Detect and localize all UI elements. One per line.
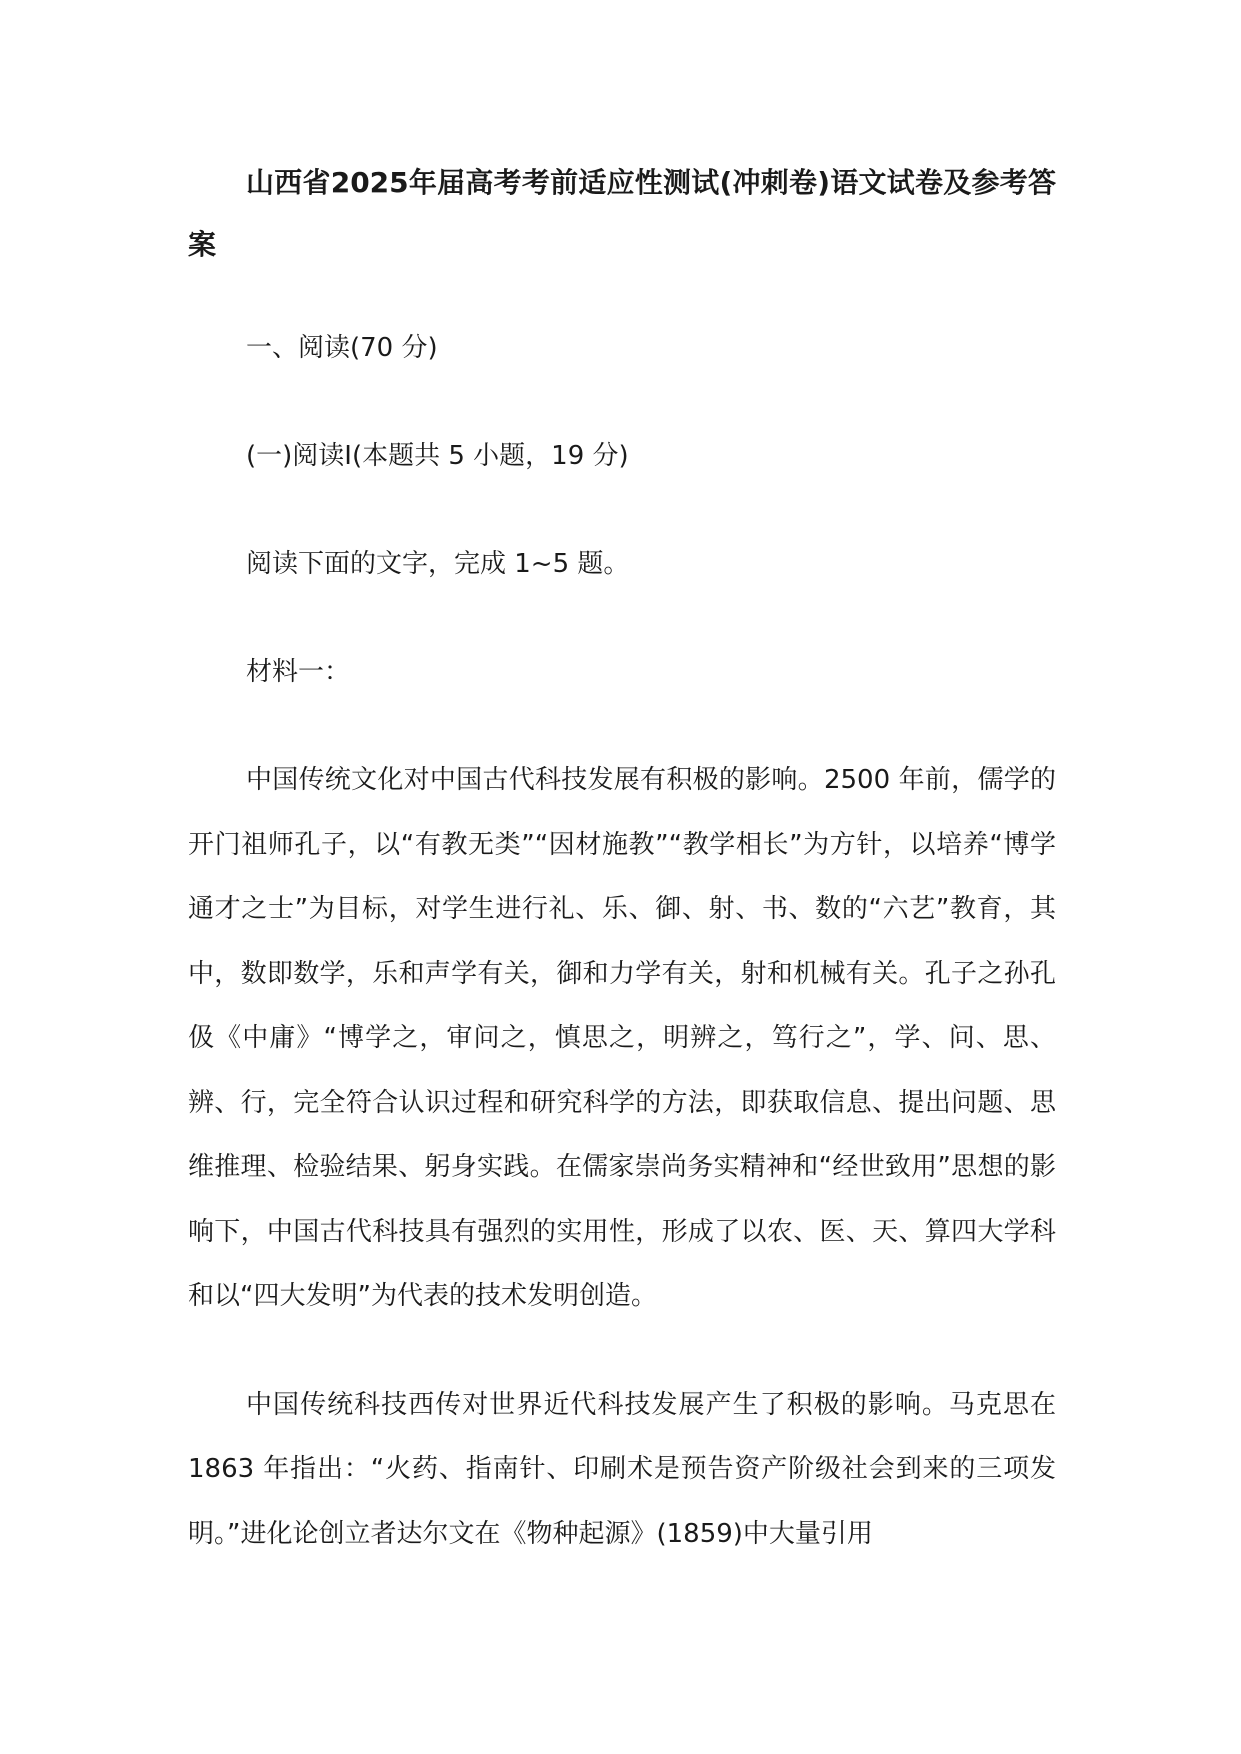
- body-paragraph: 中国传统科技西传对世界近代科技发展产生了积极的影响。马克思在 1863 年指出：“火药、指南针、印刷术是预告资产阶级社会到来的三项发明。”进化论创立者达尔文在《物种起源》(1859)中大量引用: [188, 1389, 1056, 1549]
- body-paragraph: 中国传统文化对中国古代科技发展有积极的影响。2500 年前，儒学的开门祖师孔子，以“有教无类”“因材施教”“教学相长”为方针，以培养“博学通才之士”为目标，对学生进行礼、乐、御、射、书、数的“六艺”教育，其中，数即数学，乐和声学有关，御和力学有关，射和机械有关。孔子之孙孔伋《中庸》“博学之，审问之，慎思之，明辨之，笃行之”，学、问、思、辨、行，完全符合认识过程和研究科学的方法，即获取信息、提出问题、思维推理、检验结果、躬身实践。在儒家崇尚务实精神和“经世致用”思想的影响下，中国古代科技具有强烈的实用性，形成了以农、医、天、算四大学科和以“四大发明”为代表的技术发明创造。: [188, 765, 1056, 1311]
- subsection-heading: (一)阅读Ⅰ(本题共 5 小题，19 分): [246, 441, 629, 471]
- document-title: 山西省2025年届高考考前适应性测试(冲刺卷)语文试卷及参考答案: [188, 166, 1056, 261]
- document-content: [188, 152, 1056, 1566]
- section-heading: 一、阅读(70 分): [246, 333, 438, 363]
- material-label: 材料一：: [246, 657, 351, 687]
- reading-instruction: 阅读下面的文字，完成 1~5 题。: [246, 549, 630, 579]
